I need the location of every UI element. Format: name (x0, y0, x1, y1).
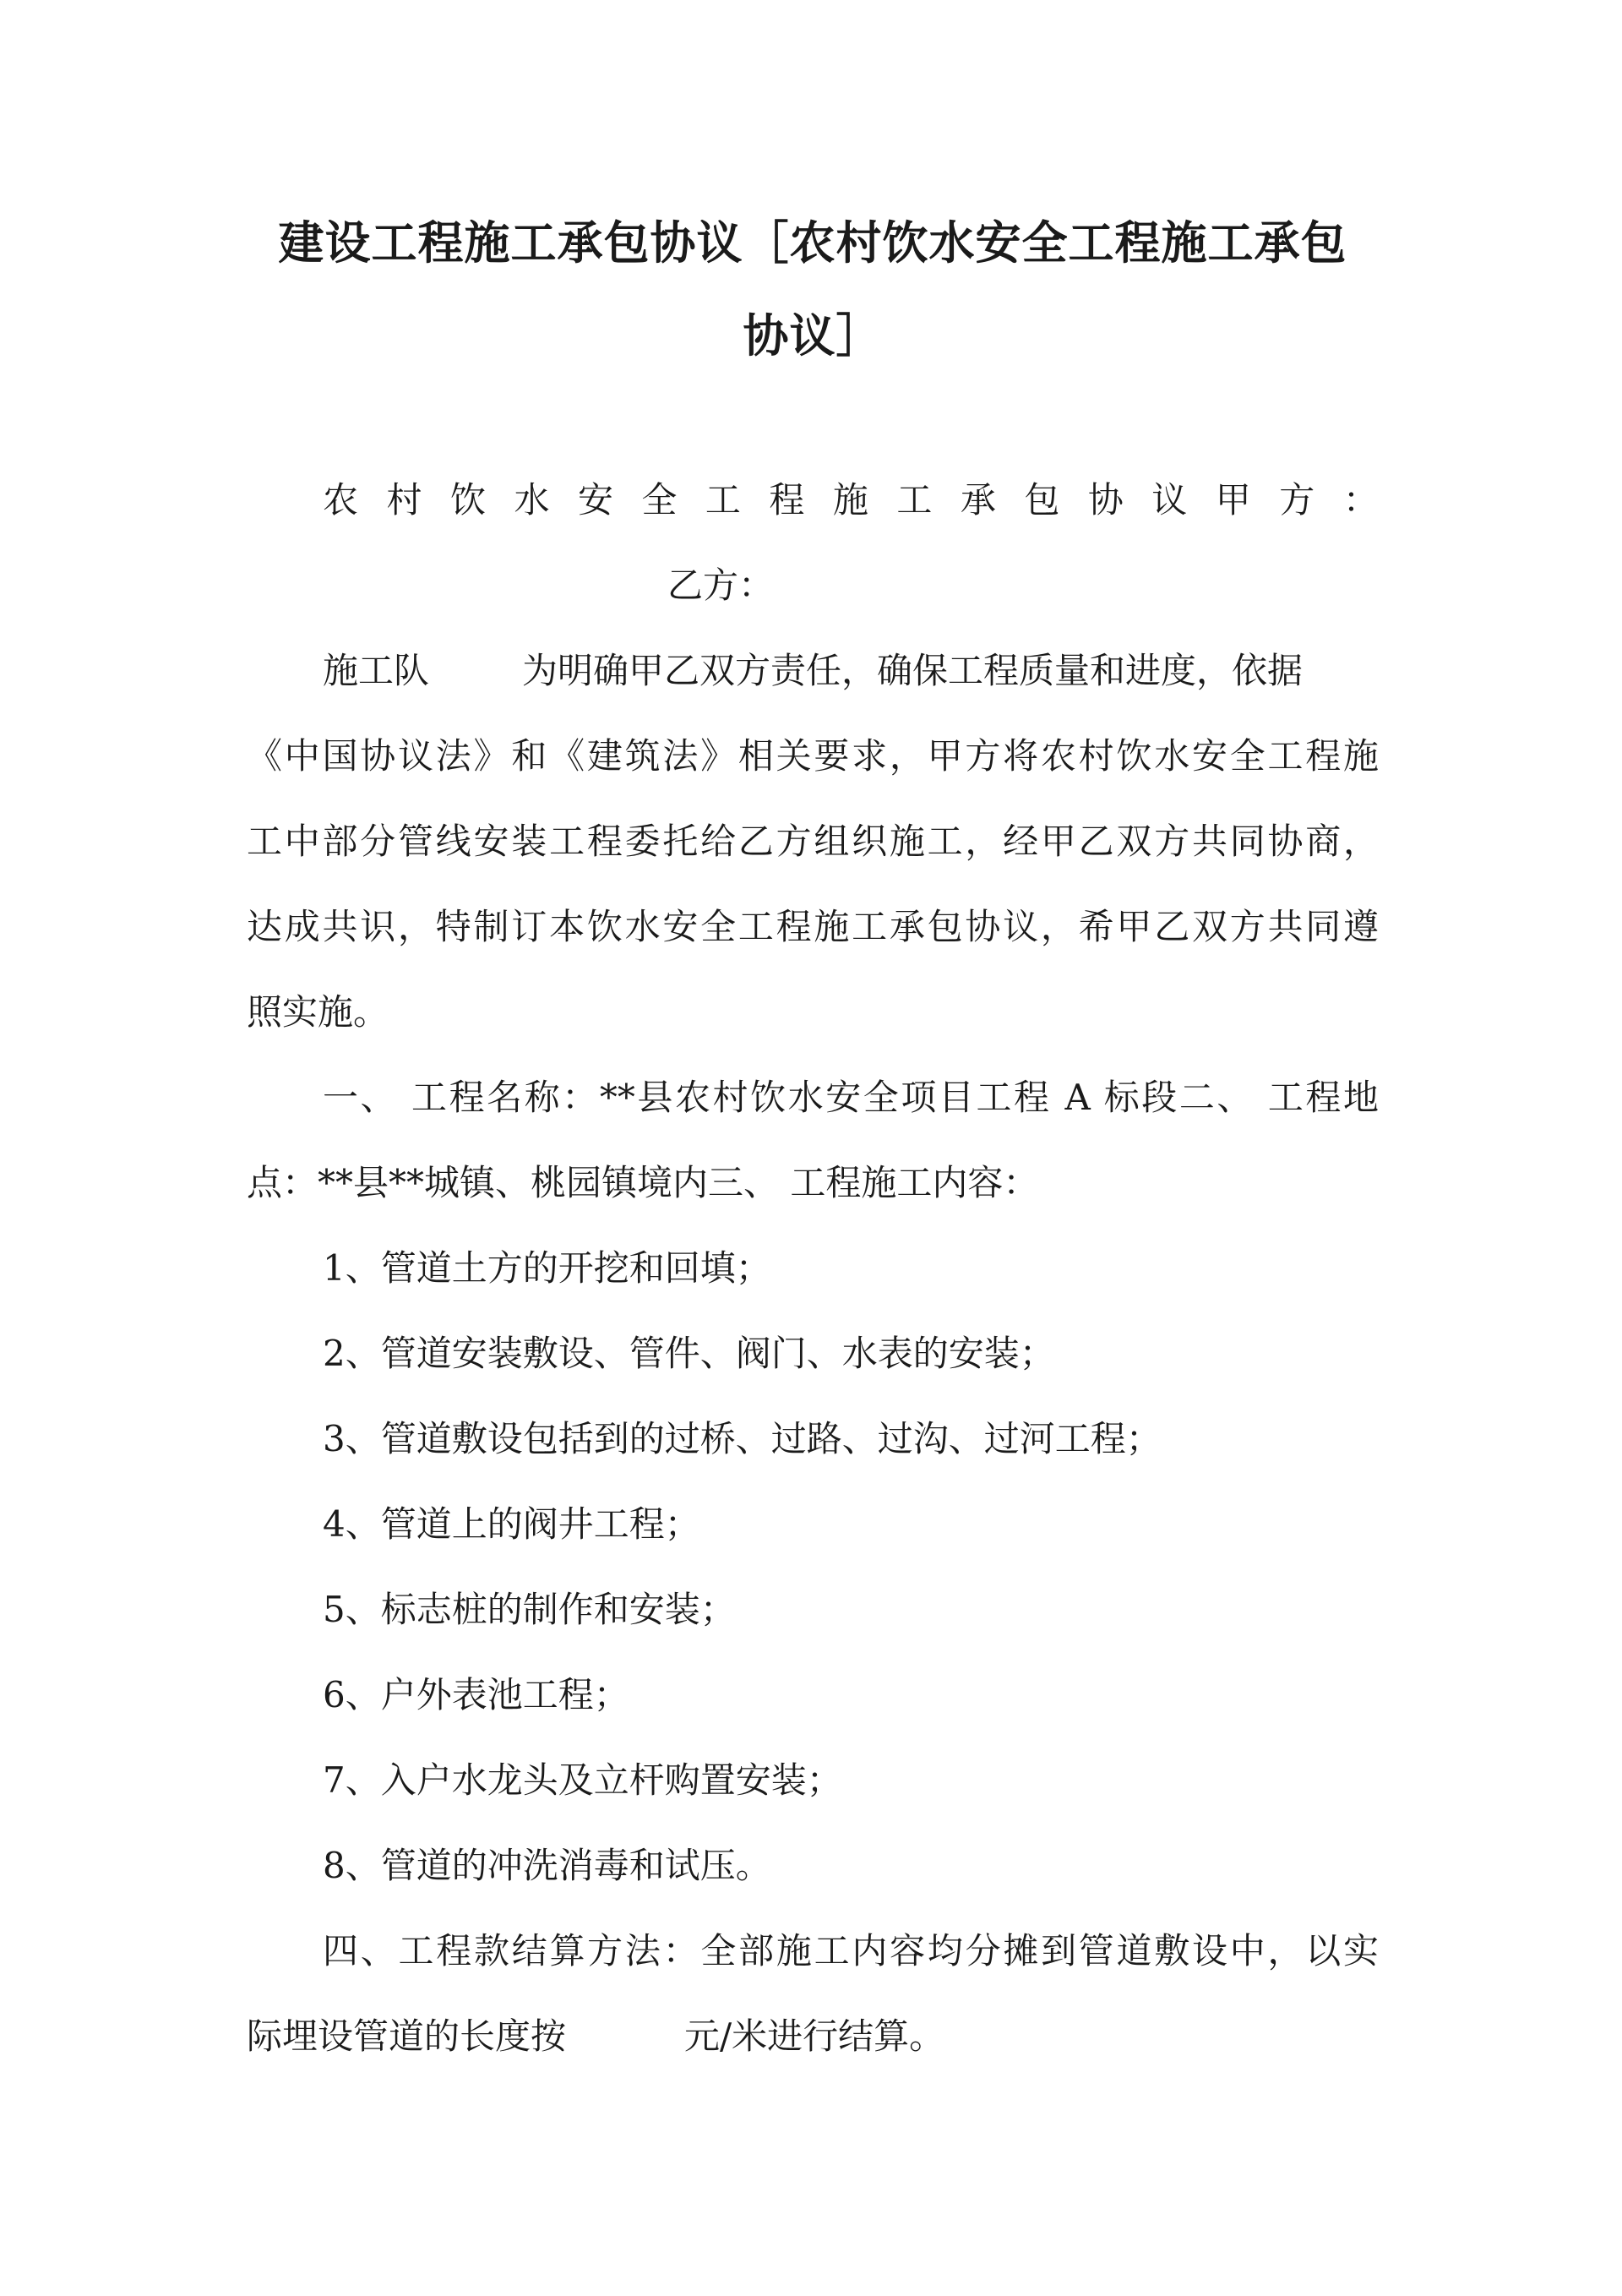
document-title (247, 196, 1379, 382)
payment-line-2-text-a: 际埋设管道的长度按 (247, 2015, 567, 2057)
heading-char: 水 (514, 479, 550, 521)
agreement-heading-party-a (247, 457, 1379, 543)
intro-line-1 (247, 628, 1379, 713)
title-line-2: 协议］ (743, 308, 883, 363)
party-b-label: 乙方： (667, 564, 775, 606)
payment-line-2-text-b: 元/米进行结算。 (684, 2015, 945, 2057)
payment-line-2 (247, 1993, 1379, 2079)
heading-char: 全 (641, 479, 678, 521)
heading-char: 饮 (449, 479, 486, 521)
intro-line-3: 工中部分管线安装工程委托给乙方组织施工，经甲乙双方共同协商， (247, 821, 1379, 862)
title-line-1: 建设工程施工承包协议［农村饮水安全工程施工承包 (278, 215, 1347, 270)
heading-char: 议 (1151, 479, 1188, 521)
intro-line-2: 《中国协议法》和《建筑法》相关要求，甲方将农村饮水安全工程施 (247, 735, 1379, 777)
heading-char: 甲 (1215, 479, 1251, 521)
list-item: 2、管道安装敷设、管件、阀门、水表的安装； (323, 1333, 1055, 1374)
heading-char: 工 (705, 479, 741, 521)
list-item: 7、入户水龙头及立杆购置安装； (323, 1759, 842, 1801)
heading-char: 农 (323, 479, 359, 521)
heading-char: 方 (1279, 479, 1315, 521)
list-item: 8、管道的冲洗消毒和试压。 (323, 1845, 771, 1886)
heading-char: 程 (769, 479, 805, 521)
heading-char: 承 (960, 479, 996, 521)
intro-line-1-text: 为明确甲乙双方责任，确保工程质量和进度，依据 (522, 650, 1304, 691)
list-item: 4、管道上的阀井工程； (323, 1503, 700, 1545)
heading-char: 包 (1024, 479, 1060, 521)
heading-char: ： (1342, 479, 1379, 521)
list-item: 3、管道敷设包括到的过桥、过路、过沟、过河工程； (323, 1418, 1162, 1459)
construction-team-label: 施工队 (323, 650, 430, 691)
heading-char: 安 (577, 479, 613, 521)
document-body (247, 457, 1379, 2079)
payment-line-1: 四、工程款结算方法：全部施工内容均分摊到管道敷设中，以实 (323, 1930, 1379, 1972)
intro-line-5: 照实施。 (247, 991, 389, 1033)
sections-line-2: 点：**县**城镇、桃园镇境内三、 工程施工内容： (247, 1162, 1039, 1203)
heading-char: 协 (1087, 479, 1124, 521)
list-item: 5、标志桩的制作和安装； (323, 1589, 736, 1630)
intro-line-4: 达成共识，特制订本饮水安全工程施工承包协议，希甲乙双方共同遵 (247, 906, 1379, 947)
sections-line-1: 一、 工程名称：**县农村饮水安全项目工程 A 标段二、 工程地 (323, 1077, 1379, 1118)
heading-char: 村 (386, 479, 422, 521)
list-item: 6、户外表池工程； (323, 1674, 629, 1715)
heading-char: 工 (896, 479, 933, 521)
list-item: 1、管道土方的开挖和回填； (323, 1247, 771, 1289)
heading-char: 施 (832, 479, 868, 521)
